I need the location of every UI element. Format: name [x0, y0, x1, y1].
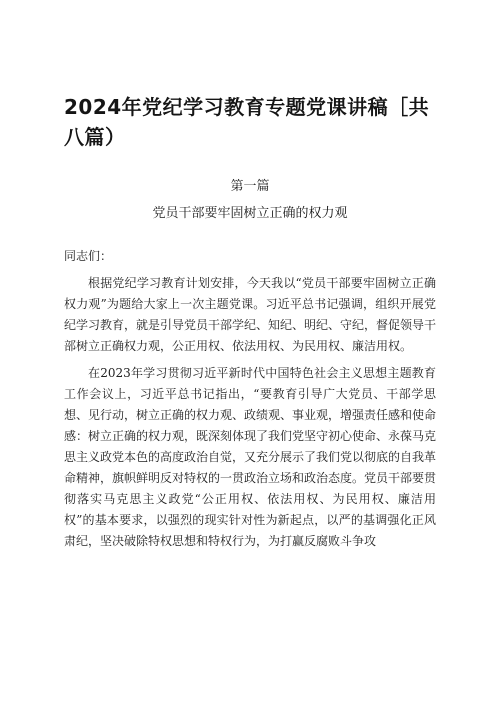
body-paragraph: 根据党纪学习教育计划安排，今天我以“党员干部要牢固树立正确权力观”为题给大家上一次主题党课。习近平总书记强调，组织开展党纪学习教育，就是引导党员干部学纪、知纪、明纪、守纪，督促领导干部树立正确权力观，公正用权、依法用权、为民用权、廉洁用权。 — [64, 276, 437, 353]
section-label: 第一篇 — [230, 179, 270, 194]
document-title: 2024年党纪学习教育专题党课讲稿［共八篇） — [64, 95, 430, 149]
section-subtitle: 党员干部要牢固树立正确的权力观 — [152, 206, 348, 221]
document-body — [64, 246, 436, 558]
salutation: 同志们： — [64, 249, 113, 263]
body-paragraph: 在2023年学习贯彻习近平新时代中国特色社会主义思想主题教育工作会议上，习近平总书记指出，“要教育引导广大党员、干部学思想、见行动，树立正确的权力观、政绩观、事业观，增强责任感和使命感：树立正确的权力观，既深刻体现了我们党坚守初心使命、永葆马克思主义政党本色的高度政治自觉，又充分展示了我们党以彻底的自我革命精神，旗帜鲜明反对特权的一贯政治立场和政治态度。党员干部要贯彻落实马克思主义政党“公正用权、依法用权、为民用权、廉洁用权”的基本要求，以强烈的现实针对性为新起点，以严的基调强化正风肃纪，坚决破除特权思想和特权行为，为打赢反腐败斗争攻 — [64, 366, 437, 548]
